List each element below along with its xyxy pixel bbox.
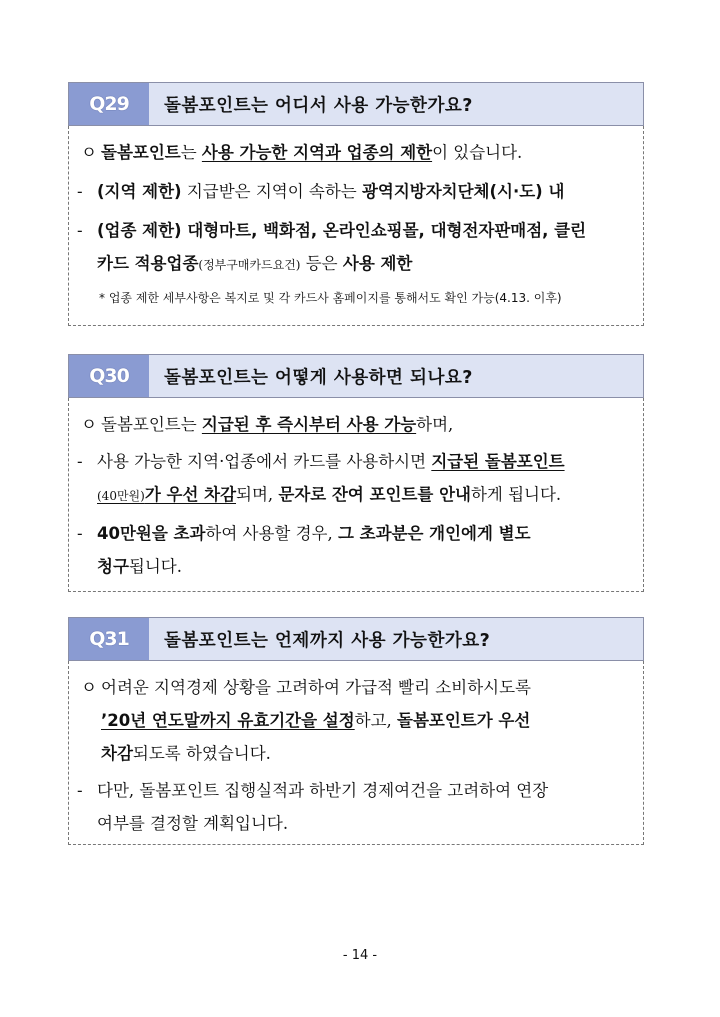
answer-line: - (지역 제한) 지급받은 지역이 속하는 광역지방자치단체(시·도) 내 [77, 175, 635, 208]
qa-section-q31 [68, 617, 644, 845]
answer-line: 카드 적용업종(정부구매카드요건) 등은 사용 제한 [97, 254, 413, 273]
qa-section-q30 [68, 354, 644, 592]
circle-bullet-icon: ㅇ [81, 415, 97, 434]
question-title: 돌봄포인트는 어떻게 사용하면 되나요? [164, 367, 473, 388]
question-title: 돌봄포인트는 어디서 사용 가능한가요? [164, 95, 473, 116]
answer-line: ㅇ 돌봄포인트는 사용 가능한 지역과 업종의 제한이 있습니다. [77, 136, 635, 169]
answer-line: - 다만, 돌봄포인트 집행실적과 하반기 경제여건을 고려하여 연장 [77, 774, 635, 807]
answer-line: - 사용 가능한 지역·업종에서 카드를 사용하시면 지급된 돌봄포인트 [77, 445, 635, 478]
answer-line: ’20년 연도말까지 유효기간을 설정하고, 돌봄포인트가 우선 [101, 711, 531, 730]
answer-line: 청구됩니다. [97, 557, 182, 576]
question-header [68, 617, 644, 661]
answer-line: 차감되도록 하였습니다. [101, 744, 271, 763]
answer-body [68, 398, 644, 592]
page-number: - 14 - [342, 948, 378, 963]
answer-line: 여부를 결정할 계획입니다. [97, 814, 289, 833]
dash-bullet-icon: - [77, 452, 83, 471]
circle-bullet-icon: ㅇ [81, 143, 97, 162]
question-number: Q31 [69, 618, 149, 660]
footnote: * 업종 제한 세부사항은 복지로 및 각 카드사 홈페이지를 통해서도 확인 가능(4.13. 이후) [99, 291, 562, 305]
dash-bullet-icon: - [77, 781, 83, 800]
qa-section-q29 [68, 82, 644, 326]
dash-bullet-icon: - [77, 182, 83, 201]
answer-line: (40만원)가 우선 차감되며, 문자로 잔여 포인트를 안내하게 됩니다. [97, 485, 562, 504]
answer-line: ㅇ 어려운 지역경제 상황을 고려하여 가급적 빨리 소비하시도록 [77, 671, 635, 704]
circle-bullet-icon: ㅇ [81, 678, 97, 697]
dash-bullet-icon: - [77, 524, 83, 543]
answer-line: - 40만원을 초과하여 사용할 경우, 그 초과분은 개인에게 별도 [77, 517, 635, 550]
question-title: 돌봄포인트는 언제까지 사용 가능한가요? [164, 630, 491, 651]
question-header [68, 354, 644, 398]
question-header [68, 82, 644, 126]
answer-line: - (업종 제한) 대형마트, 백화점, 온라인쇼핑몰, 대형전자판매점, 클린 [77, 214, 635, 247]
question-number: Q29 [69, 83, 149, 125]
answer-body [68, 661, 644, 845]
dash-bullet-icon: - [77, 221, 83, 240]
answer-line: ㅇ 돌봄포인트는 지급된 후 즉시부터 사용 가능하며, [77, 408, 635, 441]
question-number: Q30 [69, 355, 149, 397]
answer-body [68, 126, 644, 326]
